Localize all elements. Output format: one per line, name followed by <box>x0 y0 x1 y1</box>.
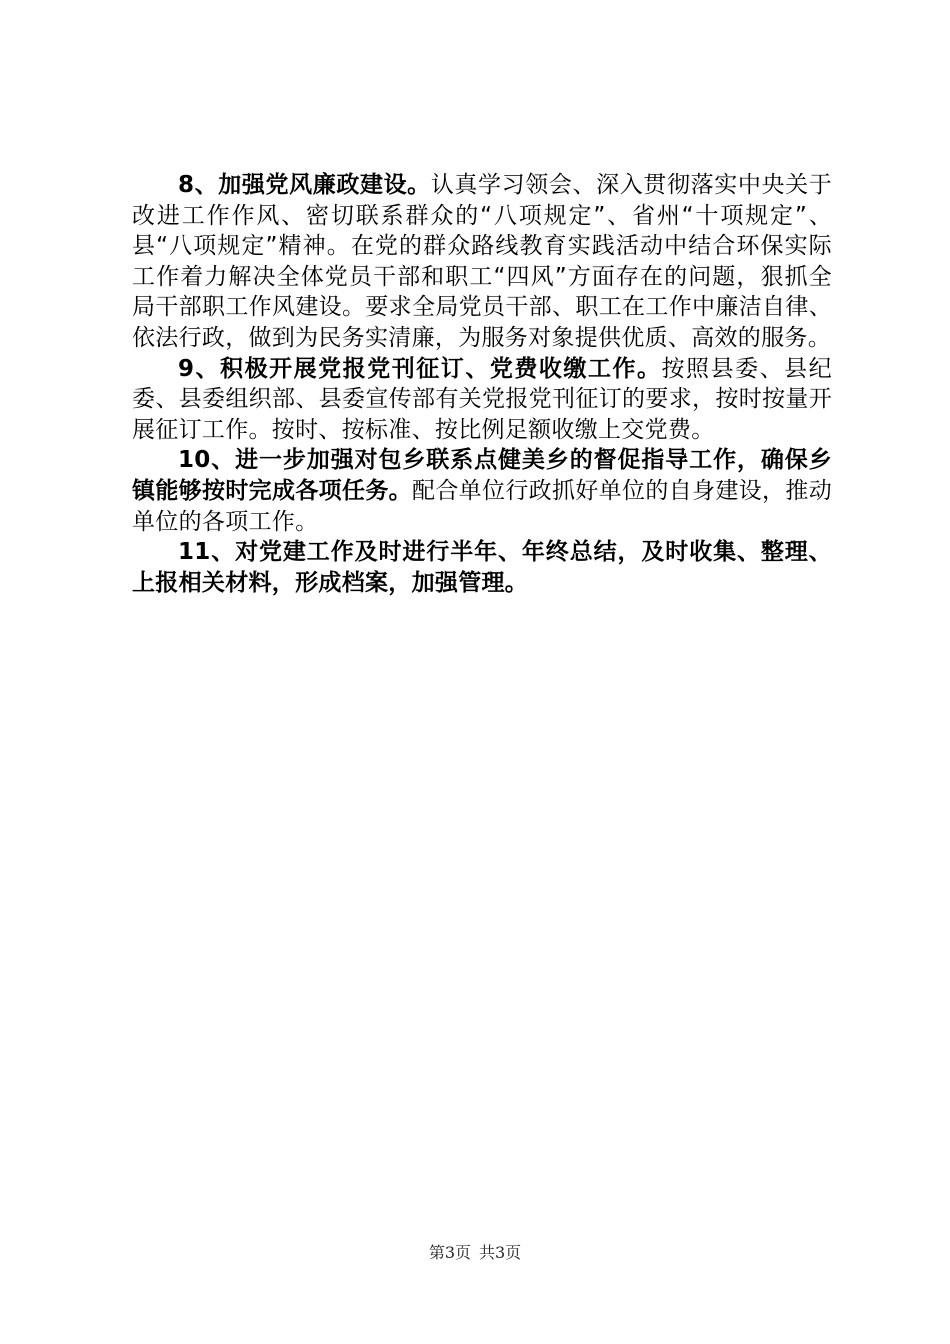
paragraph-9 <box>132 354 832 446</box>
paragraph-10 <box>132 445 832 537</box>
paragraph-8-heading: 8、加强党风廉政建设。 <box>178 172 431 198</box>
paragraph-9-heading: 9、积极开展党报党刊征订、党费收缴工作。 <box>178 355 662 382</box>
page-number: 第3页 <box>428 1243 471 1262</box>
paragraph-9-text: 按照县委、县纪委、县委组织部、县委宣传部有关党报党刊征订的要求，按时按量开展征订工作。按时、按标准、按比例足额收缴上交党费。 <box>132 355 832 443</box>
paragraph-11 <box>132 537 832 598</box>
paragraph-8-text: 认真学习领会、深入贯彻落实中央关于改进工作作风、密切联系群众的“八项规定”、省州“十项规定”、县“八项规定”精神。在党的群众路线教育实践活动中结合环保实际工作着力解决全体党员干部和职工“四风”方面存在的问题，狠抓全局干部职工作风建设。要求全局党员干部、职工在工作中廉洁自律、依法行政，做到为民务实清廉，为服务对象提供优质、高效的服务。 <box>132 172 832 351</box>
document-body <box>132 170 832 598</box>
paragraph-8 <box>132 170 832 354</box>
paragraph-10-heading: 10、进一步加强对包乡联系点健美乡的督促指导工作，确保乡镇能够按时完成各项任务。 <box>132 447 832 504</box>
paragraph-10-text: 配合单位行政抓好单位的自身建设，推动单位的各项工作。 <box>132 477 832 535</box>
page-footer <box>0 1243 950 1263</box>
paragraph-11-heading: 11、对党建工作及时进行半年、年终总结，及时收集、整理、上报相关材料，形成档案，加强管理。 <box>132 539 832 596</box>
page-total: 共3页 <box>479 1243 522 1262</box>
